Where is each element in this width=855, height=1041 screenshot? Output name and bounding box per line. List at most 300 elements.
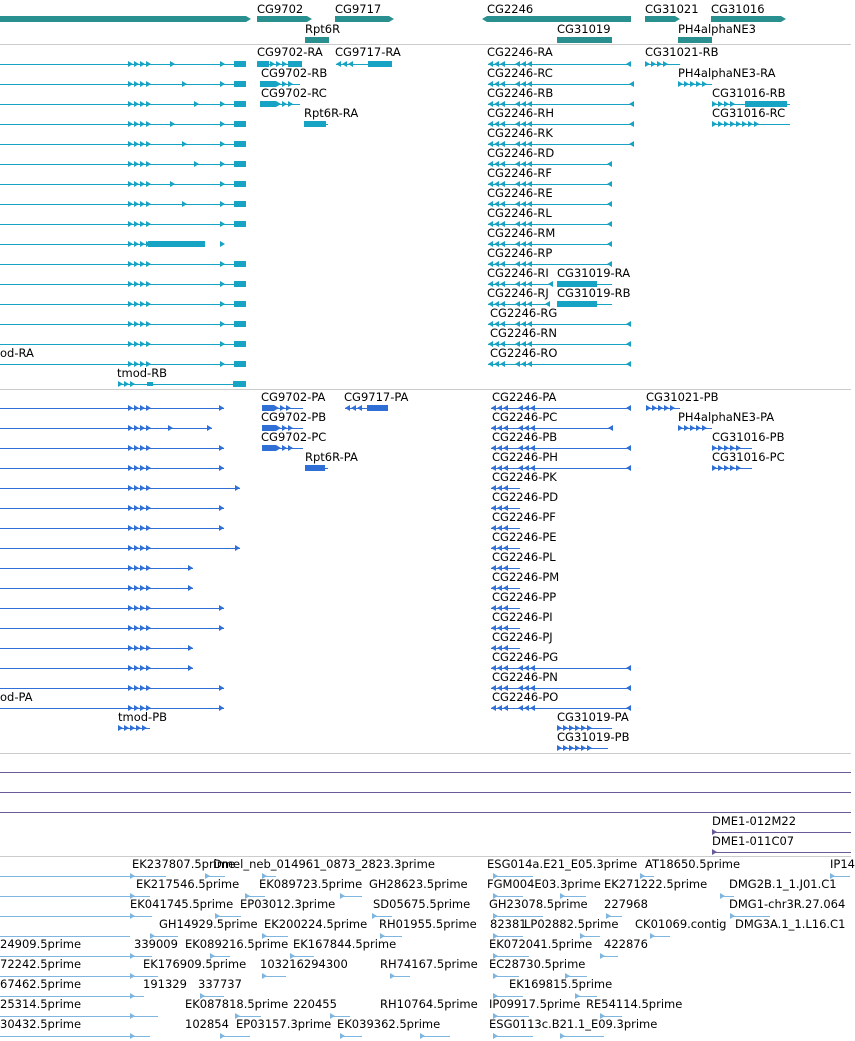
intron-line[interactable] xyxy=(0,528,224,529)
protein-label[interactable]: CG9702-PB xyxy=(261,410,327,424)
exon-block[interactable] xyxy=(234,221,246,227)
strand-arrow-right-icon[interactable] xyxy=(146,201,151,207)
strand-arrow-right-icon[interactable] xyxy=(140,121,145,127)
strand-arrow-left-icon[interactable] xyxy=(348,61,353,67)
strand-arrow-right-icon[interactable] xyxy=(128,445,133,451)
intron-line[interactable] xyxy=(0,364,246,365)
intron-line[interactable] xyxy=(0,104,246,105)
strand-arrow-right-icon[interactable] xyxy=(128,121,133,127)
transcript-label[interactable]: CG2246-RA xyxy=(487,45,553,59)
strand-arrow-right-icon[interactable] xyxy=(563,745,568,751)
strand-arrow-right-icon[interactable] xyxy=(718,121,723,127)
protein-label[interactable]: PH4alphaNE3-PA xyxy=(678,410,775,424)
strand-arrow-right-icon[interactable] xyxy=(134,585,139,591)
transcript-label[interactable]: CG2246-RE xyxy=(487,186,553,200)
strand-arrow-right-icon[interactable] xyxy=(170,61,175,67)
intron-line[interactable] xyxy=(0,224,246,225)
strand-arrow-right-icon[interactable] xyxy=(146,161,151,167)
exon-block[interactable] xyxy=(367,405,388,411)
strand-arrow-left-icon[interactable] xyxy=(518,705,523,711)
est-arrow-icon[interactable] xyxy=(420,1033,425,1039)
protein-label[interactable]: CG9717-PA xyxy=(344,390,409,404)
protein-label[interactable]: CG31016-PC xyxy=(712,450,785,464)
intron-line[interactable] xyxy=(488,104,634,105)
strand-arrow-right-icon[interactable] xyxy=(140,665,145,671)
exon-block[interactable] xyxy=(233,381,246,387)
strand-arrow-right-icon[interactable] xyxy=(128,525,133,531)
intron-line[interactable] xyxy=(491,408,631,409)
strand-arrow-right-icon[interactable] xyxy=(134,605,139,611)
strand-arrow-right-icon[interactable] xyxy=(182,201,187,207)
strand-arrow-right-icon[interactable] xyxy=(276,101,281,107)
intron-line[interactable] xyxy=(0,144,246,145)
protein-label[interactable]: CG2246-PO xyxy=(492,690,559,704)
est-label[interactable]: 422876 xyxy=(604,937,648,951)
strand-arrow-right-icon[interactable] xyxy=(288,101,293,107)
transcript-label[interactable]: CG9702-RA xyxy=(257,45,323,59)
strand-arrow-right-icon[interactable] xyxy=(736,121,741,127)
strand-arrow-right-icon[interactable] xyxy=(194,161,199,167)
strand-arrow-right-icon[interactable] xyxy=(128,545,133,551)
protein-label[interactable]: CG31016-PB xyxy=(712,430,785,444)
est-label[interactable]: 339009 xyxy=(134,937,178,951)
est-label[interactable]: DMG1-chr3R.27.064 xyxy=(729,897,846,911)
intron-line[interactable] xyxy=(0,164,246,165)
intron-line[interactable] xyxy=(488,164,612,165)
strand-arrow-left-icon[interactable] xyxy=(524,705,529,711)
strand-arrow-right-icon[interactable] xyxy=(276,445,281,451)
est-feature[interactable] xyxy=(0,916,130,917)
transcript-label[interactable]: Rpt6R-RA xyxy=(304,106,359,120)
strand-arrow-right-icon[interactable] xyxy=(140,545,145,551)
intron-line[interactable] xyxy=(0,568,193,569)
strand-arrow-right-icon[interactable] xyxy=(696,81,701,87)
est-label[interactable]: EK167844.5prime xyxy=(293,937,397,951)
est-label[interactable]: CK01069.contig xyxy=(635,917,727,931)
strand-arrow-right-icon[interactable] xyxy=(128,61,133,67)
strand-arrow-right-icon[interactable] xyxy=(569,745,574,751)
est-label[interactable]: EK089216.5prime xyxy=(185,937,289,951)
intron-line[interactable] xyxy=(0,264,246,265)
strand-arrow-left-icon[interactable] xyxy=(521,361,526,367)
transcript-label[interactable]: CG2246-RM xyxy=(487,226,556,240)
intron-line[interactable] xyxy=(491,468,631,469)
strand-arrow-left-icon[interactable] xyxy=(626,405,631,411)
strand-arrow-right-icon[interactable] xyxy=(140,281,145,287)
strand-arrow-right-icon[interactable] xyxy=(134,425,139,431)
intron-line[interactable] xyxy=(0,184,246,185)
strand-arrow-right-icon[interactable] xyxy=(146,525,151,531)
strand-arrow-left-icon[interactable] xyxy=(626,665,631,671)
transcript-label[interactable]: CG2246-RH xyxy=(487,106,554,120)
gene-bar[interactable] xyxy=(257,16,307,22)
strand-arrow-right-icon[interactable] xyxy=(134,161,139,167)
strand-arrow-right-icon[interactable] xyxy=(134,241,139,247)
est-label[interactable]: GH14929.5prime xyxy=(159,917,258,931)
protein-label[interactable]: CG9702-PC xyxy=(261,430,327,444)
est-label[interactable]: Dmel_neb_014961_0873_2823.3prime xyxy=(213,857,435,871)
strand-arrow-left-icon[interactable] xyxy=(500,361,505,367)
strand-arrow-right-icon[interactable] xyxy=(557,745,562,751)
strand-arrow-right-icon[interactable] xyxy=(220,301,225,307)
intron-line[interactable] xyxy=(0,628,224,629)
strand-arrow-right-icon[interactable] xyxy=(124,725,129,731)
strand-arrow-left-icon[interactable] xyxy=(629,141,634,147)
strand-arrow-left-icon[interactable] xyxy=(342,61,347,67)
transcript-label[interactable]: CG2246-RG xyxy=(490,306,558,320)
strand-arrow-right-icon[interactable] xyxy=(128,261,133,267)
intron-line[interactable] xyxy=(0,548,240,549)
est-label[interactable]: 103216294300 xyxy=(260,957,348,971)
intron-line[interactable] xyxy=(0,688,224,689)
strand-arrow-right-icon[interactable] xyxy=(220,241,225,247)
strand-arrow-left-icon[interactable] xyxy=(548,281,553,287)
strand-arrow-right-icon[interactable] xyxy=(134,465,139,471)
strand-arrow-right-icon[interactable] xyxy=(182,141,187,147)
strand-arrow-right-icon[interactable] xyxy=(118,381,123,387)
est-label[interactable]: EK072041.5prime xyxy=(489,937,593,951)
transcript-label[interactable]: CG31019-RA xyxy=(557,266,631,280)
strand-arrow-right-icon[interactable] xyxy=(645,61,650,67)
strand-arrow-right-icon[interactable] xyxy=(219,405,224,411)
intron-line[interactable] xyxy=(0,608,224,609)
strand-arrow-right-icon[interactable] xyxy=(684,425,689,431)
strand-arrow-right-icon[interactable] xyxy=(220,101,225,107)
intron-line[interactable] xyxy=(0,468,224,469)
strand-arrow-right-icon[interactable] xyxy=(168,425,173,431)
strand-arrow-right-icon[interactable] xyxy=(663,61,668,67)
protein-label[interactable]: CG9702-PA xyxy=(261,390,326,404)
strand-arrow-right-icon[interactable] xyxy=(146,665,151,671)
strand-arrow-right-icon[interactable] xyxy=(146,141,151,147)
strand-arrow-left-icon[interactable] xyxy=(626,321,631,327)
exon-block[interactable] xyxy=(147,382,153,386)
exon-block[interactable] xyxy=(368,61,392,67)
exon-block[interactable] xyxy=(234,321,246,327)
est-label[interactable]: DMG3A.1_1.L16.C1 xyxy=(735,917,846,931)
strand-arrow-right-icon[interactable] xyxy=(718,465,723,471)
strand-arrow-right-icon[interactable] xyxy=(134,201,139,207)
intron-line[interactable] xyxy=(0,204,246,205)
est-arrow-icon[interactable] xyxy=(372,913,377,919)
strand-arrow-right-icon[interactable] xyxy=(142,725,147,731)
strand-arrow-right-icon[interactable] xyxy=(140,605,145,611)
strand-arrow-right-icon[interactable] xyxy=(118,725,123,731)
strand-arrow-left-icon[interactable] xyxy=(488,361,493,367)
protein-label[interactable]: CG31019-PB xyxy=(557,730,630,744)
strand-arrow-right-icon[interactable] xyxy=(696,425,701,431)
est-label[interactable]: 25314.5prime xyxy=(0,997,82,1011)
protein-label[interactable]: CG2246-PK xyxy=(492,470,557,484)
strand-arrow-right-icon[interactable] xyxy=(128,281,133,287)
strand-arrow-right-icon[interactable] xyxy=(188,665,193,671)
strand-arrow-right-icon[interactable] xyxy=(128,241,133,247)
strand-arrow-right-icon[interactable] xyxy=(134,141,139,147)
intron-line[interactable] xyxy=(488,204,612,205)
est-label[interactable]: EK041745.5prime xyxy=(130,897,234,911)
est-label[interactable]: AT18650.5prime xyxy=(645,857,741,871)
strand-arrow-right-icon[interactable] xyxy=(670,405,675,411)
intron-line[interactable] xyxy=(491,708,631,709)
strand-arrow-left-icon[interactable] xyxy=(626,361,631,367)
strand-arrow-right-icon[interactable] xyxy=(128,645,133,651)
strand-arrow-right-icon[interactable] xyxy=(219,625,224,631)
intron-line[interactable] xyxy=(0,428,212,429)
strand-arrow-right-icon[interactable] xyxy=(128,161,133,167)
strand-arrow-left-icon[interactable] xyxy=(357,405,362,411)
strand-arrow-right-icon[interactable] xyxy=(220,341,225,347)
intron-line[interactable] xyxy=(0,64,246,65)
gene-bar[interactable] xyxy=(335,16,389,22)
strand-arrow-right-icon[interactable] xyxy=(146,81,151,87)
intron-line[interactable] xyxy=(678,428,712,429)
strand-arrow-right-icon[interactable] xyxy=(134,685,139,691)
gene-label[interactable]: Rpt6R xyxy=(305,22,341,36)
strand-arrow-left-icon[interactable] xyxy=(607,161,612,167)
strand-arrow-right-icon[interactable] xyxy=(140,341,145,347)
strand-arrow-right-icon[interactable] xyxy=(134,341,139,347)
est-label[interactable]: 337737 xyxy=(198,977,242,991)
strand-arrow-right-icon[interactable] xyxy=(134,281,139,287)
est-arrow-icon[interactable] xyxy=(340,893,345,899)
strand-arrow-right-icon[interactable] xyxy=(140,505,145,511)
strand-arrow-right-icon[interactable] xyxy=(140,425,145,431)
tiling-feature[interactable] xyxy=(712,832,851,833)
transcript-label[interactable]: PH4alphaNE3-RA xyxy=(678,66,776,80)
strand-arrow-right-icon[interactable] xyxy=(220,61,225,67)
intron-line[interactable] xyxy=(0,304,246,305)
strand-arrow-right-icon[interactable] xyxy=(140,161,145,167)
gene-label[interactable]: CG9717 xyxy=(335,2,382,16)
strand-arrow-right-icon[interactable] xyxy=(235,545,240,551)
est-label[interactable]: EC28730.5prime xyxy=(489,957,586,971)
est-label[interactable]: LP02882.5prime xyxy=(524,917,619,931)
strand-arrow-right-icon[interactable] xyxy=(130,381,135,387)
strand-arrow-right-icon[interactable] xyxy=(134,181,139,187)
strand-arrow-right-icon[interactable] xyxy=(702,425,707,431)
est-label[interactable]: 102854 xyxy=(185,1017,229,1031)
protein-label[interactable]: CG2246-PD xyxy=(492,490,559,504)
strand-arrow-right-icon[interactable] xyxy=(678,425,683,431)
protein-label[interactable]: CG2246-PP xyxy=(492,590,557,604)
strand-arrow-right-icon[interactable] xyxy=(140,261,145,267)
strand-arrow-left-icon[interactable] xyxy=(515,361,520,367)
est-arrow-icon[interactable] xyxy=(130,873,135,879)
gene-bar[interactable] xyxy=(678,37,712,43)
est-label[interactable]: ESG014a.E21_E05.3prime xyxy=(487,857,638,871)
strand-arrow-right-icon[interactable] xyxy=(134,565,139,571)
strand-arrow-right-icon[interactable] xyxy=(134,321,139,327)
est-label[interactable]: IP09917.5prime xyxy=(489,997,581,1011)
transcript-label[interactable]: CG9702-RB xyxy=(261,66,328,80)
est-arrow-icon[interactable] xyxy=(130,973,135,979)
protein-label[interactable]: CG2246-PM xyxy=(492,570,560,584)
strand-arrow-right-icon[interactable] xyxy=(128,425,133,431)
strand-arrow-right-icon[interactable] xyxy=(219,685,224,691)
strand-arrow-right-icon[interactable] xyxy=(146,545,151,551)
intron-line[interactable] xyxy=(646,408,680,409)
transcript-label[interactable]: tmod-RB xyxy=(117,366,168,380)
est-label[interactable]: IP14 xyxy=(830,857,855,871)
protein-label[interactable]: CG2246-PL xyxy=(492,550,556,564)
strand-arrow-right-icon[interactable] xyxy=(128,201,133,207)
est-label[interactable]: EK087818.5prime xyxy=(185,997,289,1011)
intron-line[interactable] xyxy=(491,668,631,669)
strand-arrow-right-icon[interactable] xyxy=(220,321,225,327)
strand-arrow-right-icon[interactable] xyxy=(140,525,145,531)
strand-arrow-right-icon[interactable] xyxy=(678,81,683,87)
strand-arrow-right-icon[interactable] xyxy=(712,121,717,127)
strand-arrow-right-icon[interactable] xyxy=(134,545,139,551)
est-feature[interactable] xyxy=(560,1036,604,1037)
strand-arrow-right-icon[interactable] xyxy=(220,121,225,127)
intron-line[interactable] xyxy=(118,384,246,385)
strand-arrow-right-icon[interactable] xyxy=(140,321,145,327)
intron-line[interactable] xyxy=(557,284,612,285)
intron-line[interactable] xyxy=(0,588,193,589)
strand-arrow-right-icon[interactable] xyxy=(146,301,151,307)
strand-arrow-right-icon[interactable] xyxy=(146,425,151,431)
est-feature[interactable] xyxy=(0,896,130,897)
strand-arrow-right-icon[interactable] xyxy=(146,181,151,187)
est-arrow-icon[interactable] xyxy=(650,933,655,939)
strand-arrow-right-icon[interactable] xyxy=(128,81,133,87)
exon-block[interactable] xyxy=(234,161,246,167)
strand-arrow-right-icon[interactable] xyxy=(730,121,735,127)
strand-arrow-left-icon[interactable] xyxy=(494,361,499,367)
strand-arrow-left-icon[interactable] xyxy=(607,181,612,187)
est-label[interactable]: SD05675.5prime xyxy=(373,897,471,911)
strand-arrow-left-icon[interactable] xyxy=(530,705,535,711)
strand-arrow-right-icon[interactable] xyxy=(690,81,695,87)
est-label[interactable]: 72242.5prime xyxy=(0,957,82,971)
est-label[interactable]: 67462.5prime xyxy=(0,977,82,991)
strand-arrow-right-icon[interactable] xyxy=(282,101,287,107)
est-label[interactable]: GH28623.5prime xyxy=(369,877,468,891)
est-label[interactable]: 30432.5prime xyxy=(0,1017,82,1031)
protein-label[interactable]: CG2246-PF xyxy=(492,510,556,524)
est-arrow-icon[interactable] xyxy=(262,973,267,979)
strand-arrow-left-icon[interactable] xyxy=(626,341,631,347)
transcript-label[interactable]: od-RA xyxy=(0,346,34,360)
intron-line[interactable] xyxy=(488,184,612,185)
strand-arrow-right-icon[interactable] xyxy=(146,121,151,127)
strand-arrow-right-icon[interactable] xyxy=(188,645,193,651)
protein-label[interactable]: CG31019-PA xyxy=(557,710,629,724)
strand-arrow-right-icon[interactable] xyxy=(712,465,717,471)
intron-line[interactable] xyxy=(488,324,631,325)
strand-arrow-right-icon[interactable] xyxy=(124,381,129,387)
strand-arrow-right-icon[interactable] xyxy=(128,685,133,691)
protein-label[interactable]: CG2246-PN xyxy=(492,670,558,684)
strand-arrow-right-icon[interactable] xyxy=(235,485,240,491)
transcript-label[interactable]: CG2246-RO xyxy=(490,346,558,360)
exon-block[interactable] xyxy=(234,361,246,367)
strand-arrow-right-icon[interactable] xyxy=(219,505,224,511)
strand-arrow-right-icon[interactable] xyxy=(651,61,656,67)
strand-arrow-right-icon[interactable] xyxy=(146,321,151,327)
gene-bar[interactable] xyxy=(0,16,246,22)
strand-arrow-right-icon[interactable] xyxy=(742,121,747,127)
est-arrow-icon[interactable] xyxy=(390,973,395,979)
intron-line[interactable] xyxy=(678,84,712,85)
intron-line[interactable] xyxy=(488,144,634,145)
intron-line[interactable] xyxy=(488,344,631,345)
intron-line[interactable] xyxy=(304,124,328,125)
intron-line[interactable] xyxy=(0,324,246,325)
strand-arrow-right-icon[interactable] xyxy=(134,485,139,491)
strand-arrow-right-icon[interactable] xyxy=(587,745,592,751)
protein-label[interactable]: CG2246-PE xyxy=(492,530,557,544)
strand-arrow-right-icon[interactable] xyxy=(128,465,133,471)
strand-arrow-right-icon[interactable] xyxy=(128,221,133,227)
est-arrow-icon[interactable] xyxy=(560,1033,565,1039)
intron-line[interactable] xyxy=(645,64,680,65)
strand-arrow-right-icon[interactable] xyxy=(736,465,741,471)
strand-arrow-left-icon[interactable] xyxy=(491,705,496,711)
transcript-label[interactable]: CG2246-RB xyxy=(487,86,554,100)
tiling-label[interactable]: DME1-011C07 xyxy=(712,834,795,848)
est-label[interactable]: EK169815.5prime xyxy=(509,977,613,991)
strand-arrow-right-icon[interactable] xyxy=(140,141,145,147)
strand-arrow-right-icon[interactable] xyxy=(134,301,139,307)
strand-arrow-right-icon[interactable] xyxy=(146,485,151,491)
strand-arrow-left-icon[interactable] xyxy=(607,221,612,227)
intron-line[interactable] xyxy=(0,668,193,669)
strand-arrow-left-icon[interactable] xyxy=(629,101,634,107)
intron-line[interactable] xyxy=(0,284,246,285)
strand-arrow-left-icon[interactable] xyxy=(629,121,634,127)
est-label[interactable]: 220455 xyxy=(293,997,337,1011)
exon-block[interactable] xyxy=(234,201,246,207)
est-arrow-icon[interactable] xyxy=(493,973,498,979)
strand-arrow-right-icon[interactable] xyxy=(220,201,225,207)
est-label[interactable]: EK089723.5prime xyxy=(259,877,363,891)
strand-arrow-right-icon[interactable] xyxy=(140,201,145,207)
strand-arrow-left-icon[interactable] xyxy=(629,81,634,87)
intron-line[interactable] xyxy=(0,344,246,345)
strand-arrow-right-icon[interactable] xyxy=(754,121,759,127)
intron-line[interactable] xyxy=(0,408,224,409)
strand-arrow-right-icon[interactable] xyxy=(146,281,151,287)
est-label[interactable]: RH01955.5prime xyxy=(379,917,477,931)
strand-arrow-right-icon[interactable] xyxy=(219,445,224,451)
tiling-label[interactable]: DME1-012M22 xyxy=(712,814,797,828)
protein-label[interactable]: Rpt6R-PA xyxy=(305,450,358,464)
strand-arrow-right-icon[interactable] xyxy=(220,181,225,187)
strand-arrow-right-icon[interactable] xyxy=(646,405,651,411)
intron-line[interactable] xyxy=(488,364,631,365)
gene-label[interactable]: CG2246 xyxy=(487,2,534,16)
strand-arrow-left-icon[interactable] xyxy=(626,465,631,471)
strand-arrow-right-icon[interactable] xyxy=(140,565,145,571)
strand-arrow-right-icon[interactable] xyxy=(140,585,145,591)
est-label[interactable]: FGM004E03.3prime xyxy=(487,877,601,891)
est-label[interactable]: EP03012.3prime xyxy=(240,897,336,911)
transcript-label[interactable]: CG2246-RF xyxy=(487,166,552,180)
strand-arrow-right-icon[interactable] xyxy=(282,445,287,451)
strand-arrow-left-icon[interactable] xyxy=(497,705,502,711)
est-arrow-icon[interactable] xyxy=(720,893,725,899)
transcript-label[interactable]: CG31016-RC xyxy=(712,106,786,120)
strand-arrow-right-icon[interactable] xyxy=(134,625,139,631)
est-label[interactable]: RE54114.5prime xyxy=(586,997,683,1011)
strand-arrow-right-icon[interactable] xyxy=(219,605,224,611)
est-arrow-icon[interactable] xyxy=(130,1033,135,1039)
strand-arrow-right-icon[interactable] xyxy=(702,81,707,87)
est-label[interactable]: 227968 xyxy=(604,897,648,911)
strand-arrow-right-icon[interactable] xyxy=(182,81,187,87)
